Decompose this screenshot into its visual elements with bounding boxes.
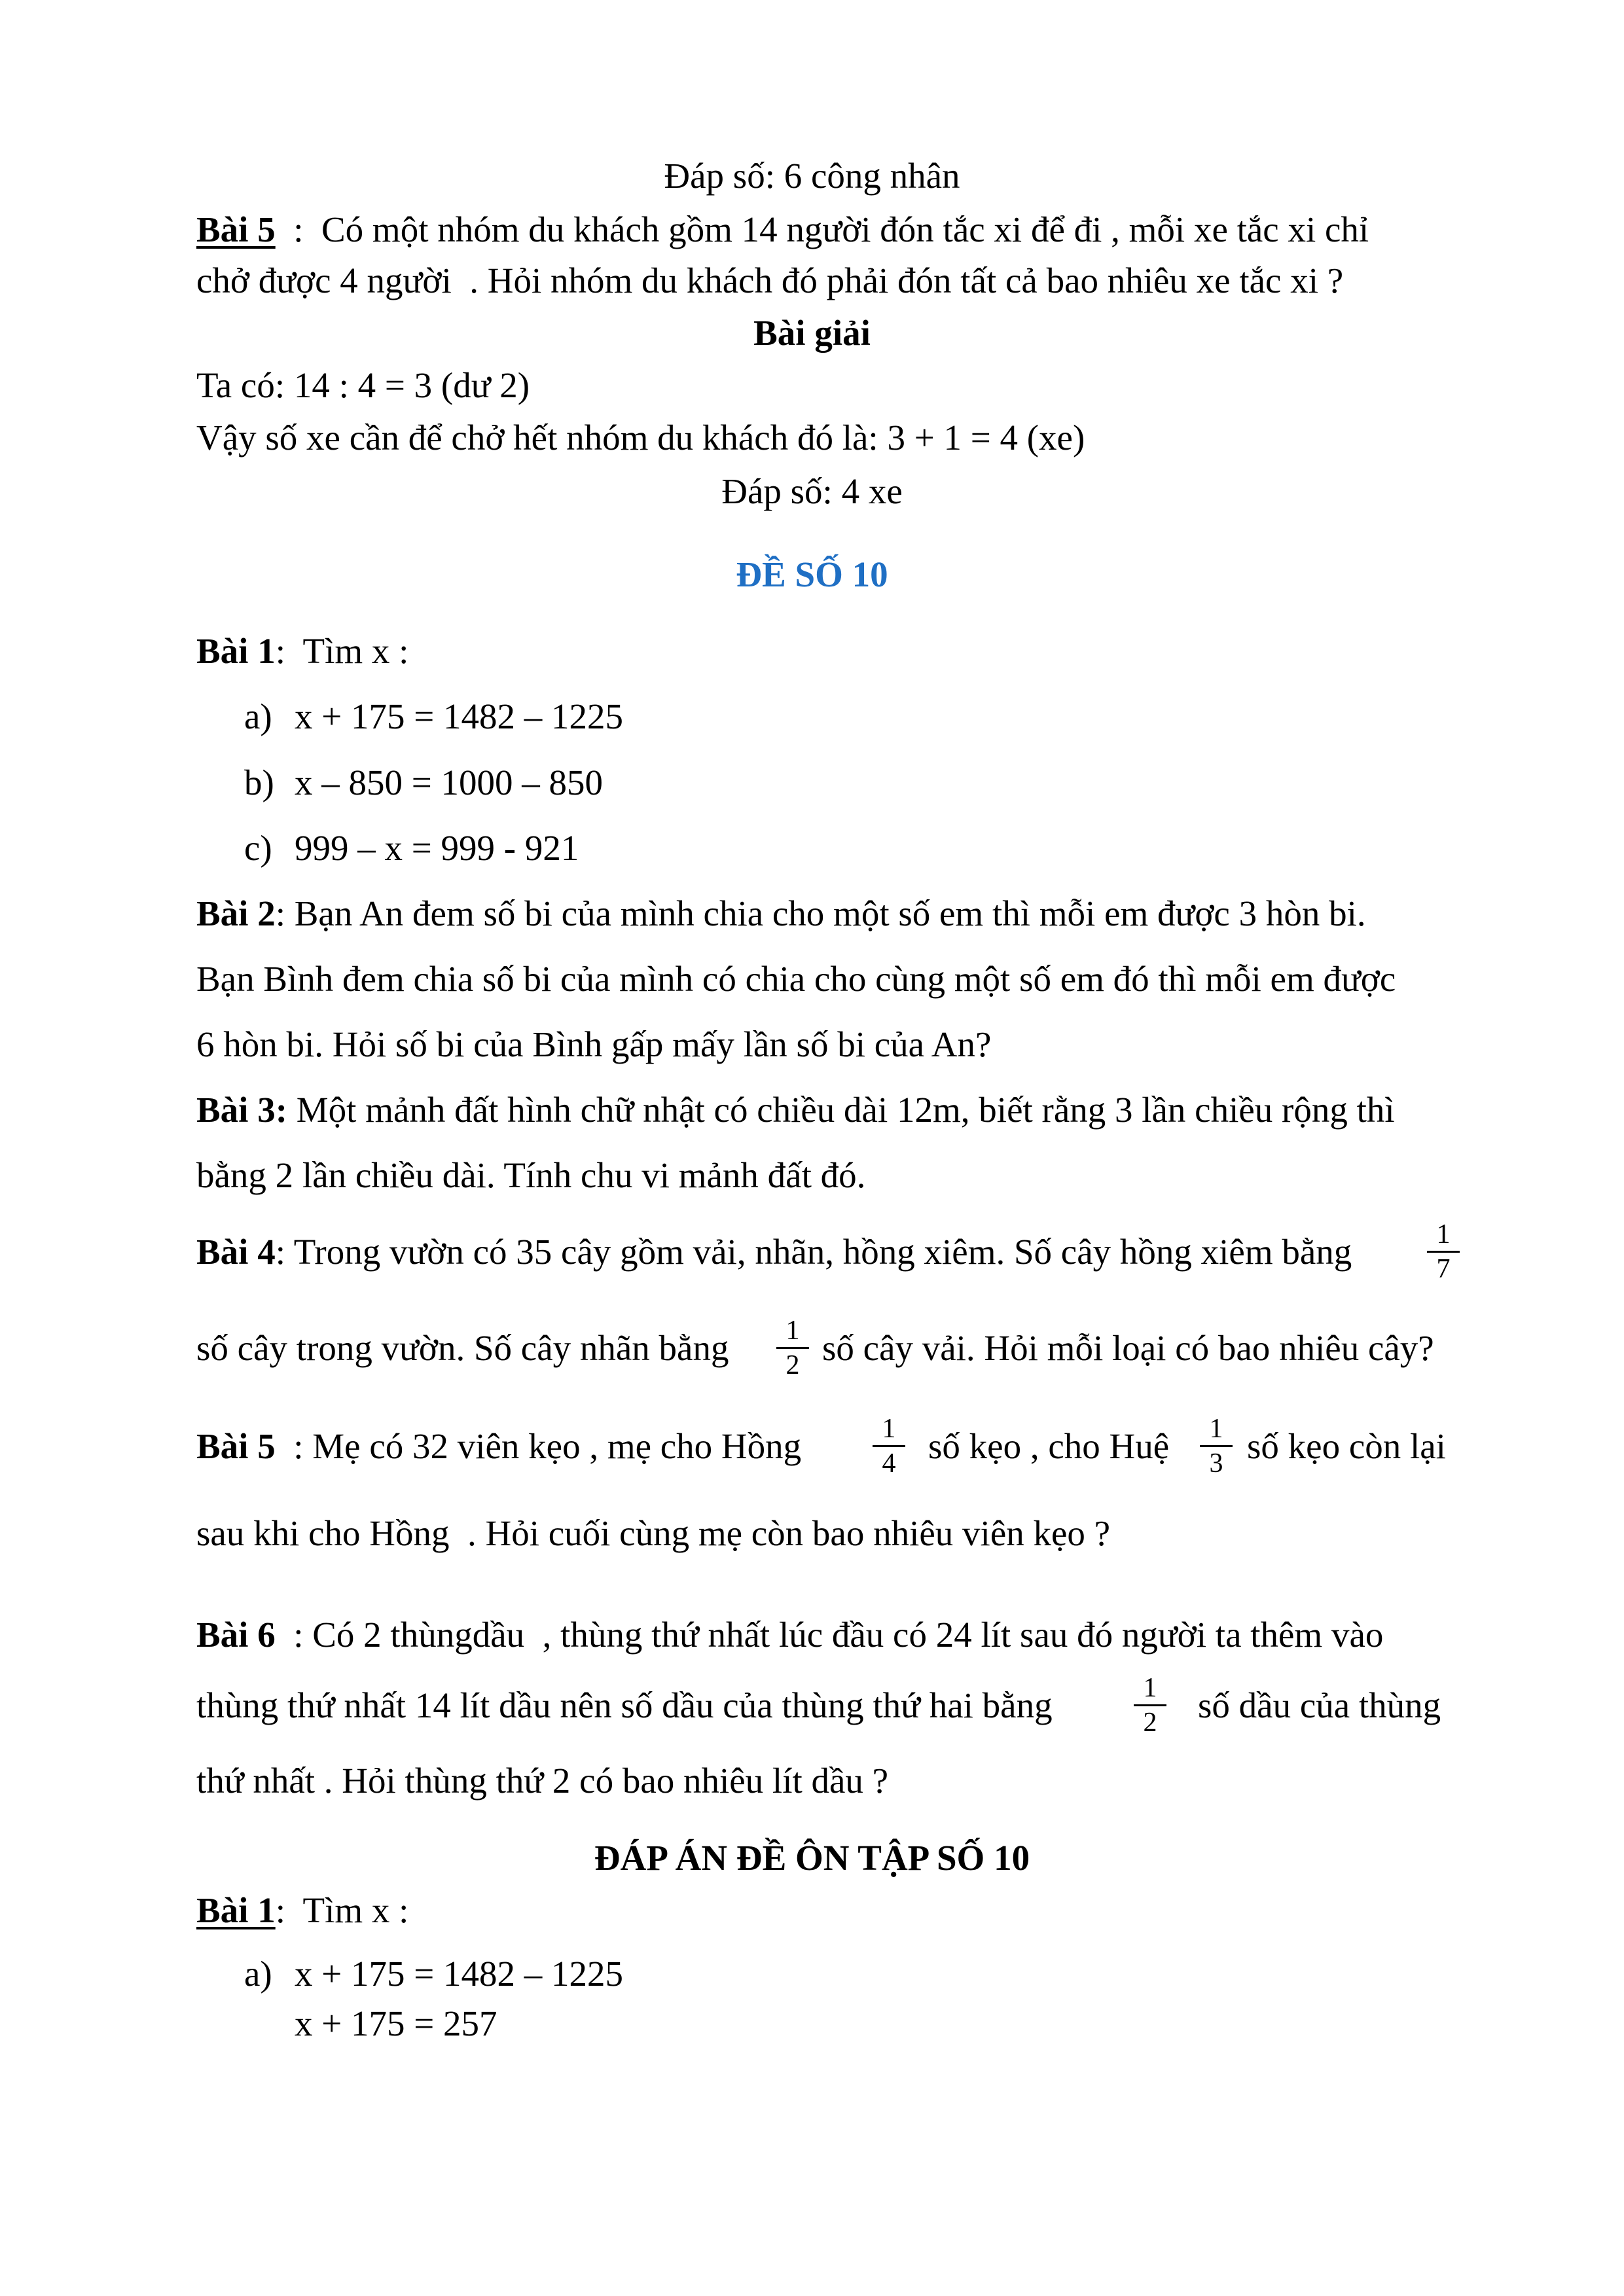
- item-marker: b): [244, 762, 274, 802]
- de10-exercise-6-line-1: [196, 1613, 1383, 1657]
- fraction-numerator: 1: [1200, 1414, 1233, 1447]
- de10-exercise-6-line-2a: thùng thứ nhất 14 lít dầu nên số dầu của thùng thứ hai bằng: [196, 1685, 1053, 1725]
- de10-exercise-6-line-3: thứ nhất . Hỏi thùng thứ 2 có bao nhiêu lít dầu ?: [196, 1761, 889, 1801]
- de10-exercise-4-label: Bài 4: [196, 1232, 276, 1272]
- fraction: [776, 1316, 809, 1380]
- de10-exercise-3-text: Một mảnh đất hình chữ nhật có chiều dài 12m, biết rằng 3 lần chiều rộng thì: [287, 1090, 1395, 1130]
- answers-exercise-1-label: Bài 1: [196, 1890, 276, 1930]
- de10-exercise-6-text: : Có 2 thùngdầu , thùng thứ nhất lúc đầu có 24 lít sau đó người ta thêm vào: [275, 1615, 1384, 1655]
- exercise-5-label: Bài 5: [196, 209, 276, 249]
- solution-line-2: Vậy số xe cần để chở hết nhóm du khách đó là: 3 + 1 = 4 (xe): [196, 418, 1085, 457]
- fraction: [1134, 1673, 1166, 1738]
- de10-exercise-2-label: Bài 2: [196, 893, 276, 933]
- de10-exercise-6-label: Bài 6: [196, 1615, 276, 1655]
- de10-exercise-5-text: : Mẹ có 32 viên kẹo , mẹ cho Hồng: [275, 1426, 802, 1466]
- fraction-denominator: 2: [785, 1350, 800, 1380]
- answers-title: ĐÁP ÁN ĐỀ ÔN TẬP SỐ 10: [594, 1838, 1030, 1878]
- de10-exercise-4-line-2b: số cây vải. Hỏi mỗi loại có bao nhiêu cây?: [822, 1328, 1434, 1368]
- de10-exercise-5-line-1a: [196, 1425, 801, 1468]
- fraction-denominator: 7: [1436, 1254, 1451, 1284]
- solution-line-1: Ta có: 14 : 4 = 3 (dư 2): [196, 365, 530, 405]
- de10-exercise-3-line-2: bằng 2 lần chiều dài. Tính chu vi mảnh đất đó.: [196, 1155, 866, 1195]
- de10-exercise-4-line-2a: số cây trong vườn. Số cây nhãn bằng: [196, 1328, 729, 1368]
- answer-line: Đáp số: 6 công nhân: [664, 156, 960, 196]
- item-marker: a): [244, 1954, 272, 1994]
- section-title: ĐỀ SỐ 10: [736, 554, 888, 594]
- answer-line-2: Đáp số: 4 xe: [721, 471, 903, 511]
- de10-exercise-6-line-2b: số dầu của thùng: [1198, 1685, 1441, 1725]
- fraction: [1200, 1414, 1233, 1479]
- answer-step: x + 175 = 1482 – 1225: [295, 1954, 624, 1994]
- de10-exercise-4-text: : Trong vườn có 35 cây gồm vải, nhãn, hồng xiêm. Số cây hồng xiêm bằng: [275, 1232, 1352, 1272]
- solution-title: Bài giải: [753, 313, 871, 353]
- de10-exercise-4-line-1: [196, 1230, 1352, 1274]
- item-marker: a): [244, 696, 272, 736]
- answers-exercise-1-text: : Tìm x :: [275, 1890, 409, 1930]
- de10-exercise-3-label: Bài 3:: [196, 1090, 288, 1130]
- fraction-denominator: 2: [1143, 1708, 1157, 1738]
- de10-exercise-3-line-1: [196, 1088, 1395, 1132]
- item-text: x – 850 = 1000 – 850: [295, 762, 604, 802]
- de10-exercise-5-line-1c: số kẹo còn lại: [1247, 1426, 1446, 1466]
- de10-exercise-2-text: : Bạn An đem số bi của mình chia cho một số em thì mỗi em được 3 hòn bi.: [275, 893, 1366, 933]
- fraction-numerator: 1: [776, 1316, 809, 1349]
- de10-exercise-1-text: : Tìm x :: [275, 631, 409, 671]
- de10-exercise-1: [196, 630, 408, 673]
- answer-step: x + 175 = 257: [295, 2003, 497, 2043]
- exercise-5-text: : Có một nhóm du khách gồm 14 người đón tắc xi để đi , mỗi xe tắc xi chỉ: [275, 209, 1369, 249]
- fraction-numerator: 1: [1427, 1219, 1460, 1253]
- de10-exercise-2-line-3: 6 hòn bi. Hỏi số bi của Bình gấp mấy lần số bi của An?: [196, 1024, 992, 1064]
- item-text: x + 175 = 1482 – 1225: [295, 696, 624, 736]
- fraction: [1427, 1219, 1460, 1284]
- exercise-5-line-1: [196, 208, 1473, 251]
- item-text: 999 – x = 999 - 921: [295, 828, 579, 868]
- fraction: [873, 1414, 905, 1479]
- fraction-denominator: 4: [882, 1448, 896, 1479]
- item-marker: c): [244, 828, 272, 868]
- fraction-numerator: 1: [1134, 1673, 1166, 1706]
- fraction-numerator: 1: [873, 1414, 905, 1447]
- de10-exercise-1-label: Bài 1: [196, 631, 276, 671]
- fraction-denominator: 3: [1209, 1448, 1223, 1479]
- exercise-5-line-2: chở được 4 người . Hỏi nhóm du khách đó phải đón tất cả bao nhiêu xe tắc xi ?: [196, 260, 1344, 300]
- de10-exercise-5-line-1b: số kẹo , cho Huệ: [928, 1426, 1170, 1466]
- answers-exercise-1: [196, 1889, 408, 1932]
- de10-exercise-2-line-1: [196, 892, 1473, 935]
- de10-exercise-5-line-2: sau khi cho Hồng . Hỏi cuối cùng mẹ còn bao nhiêu viên kẹo ?: [196, 1513, 1111, 1553]
- de10-exercise-2-line-2: Bạn Bình đem chia số bi của mình có chia cho cùng một số em đó thì mỗi em được: [196, 959, 1396, 999]
- de10-exercise-5-label: Bài 5: [196, 1426, 276, 1466]
